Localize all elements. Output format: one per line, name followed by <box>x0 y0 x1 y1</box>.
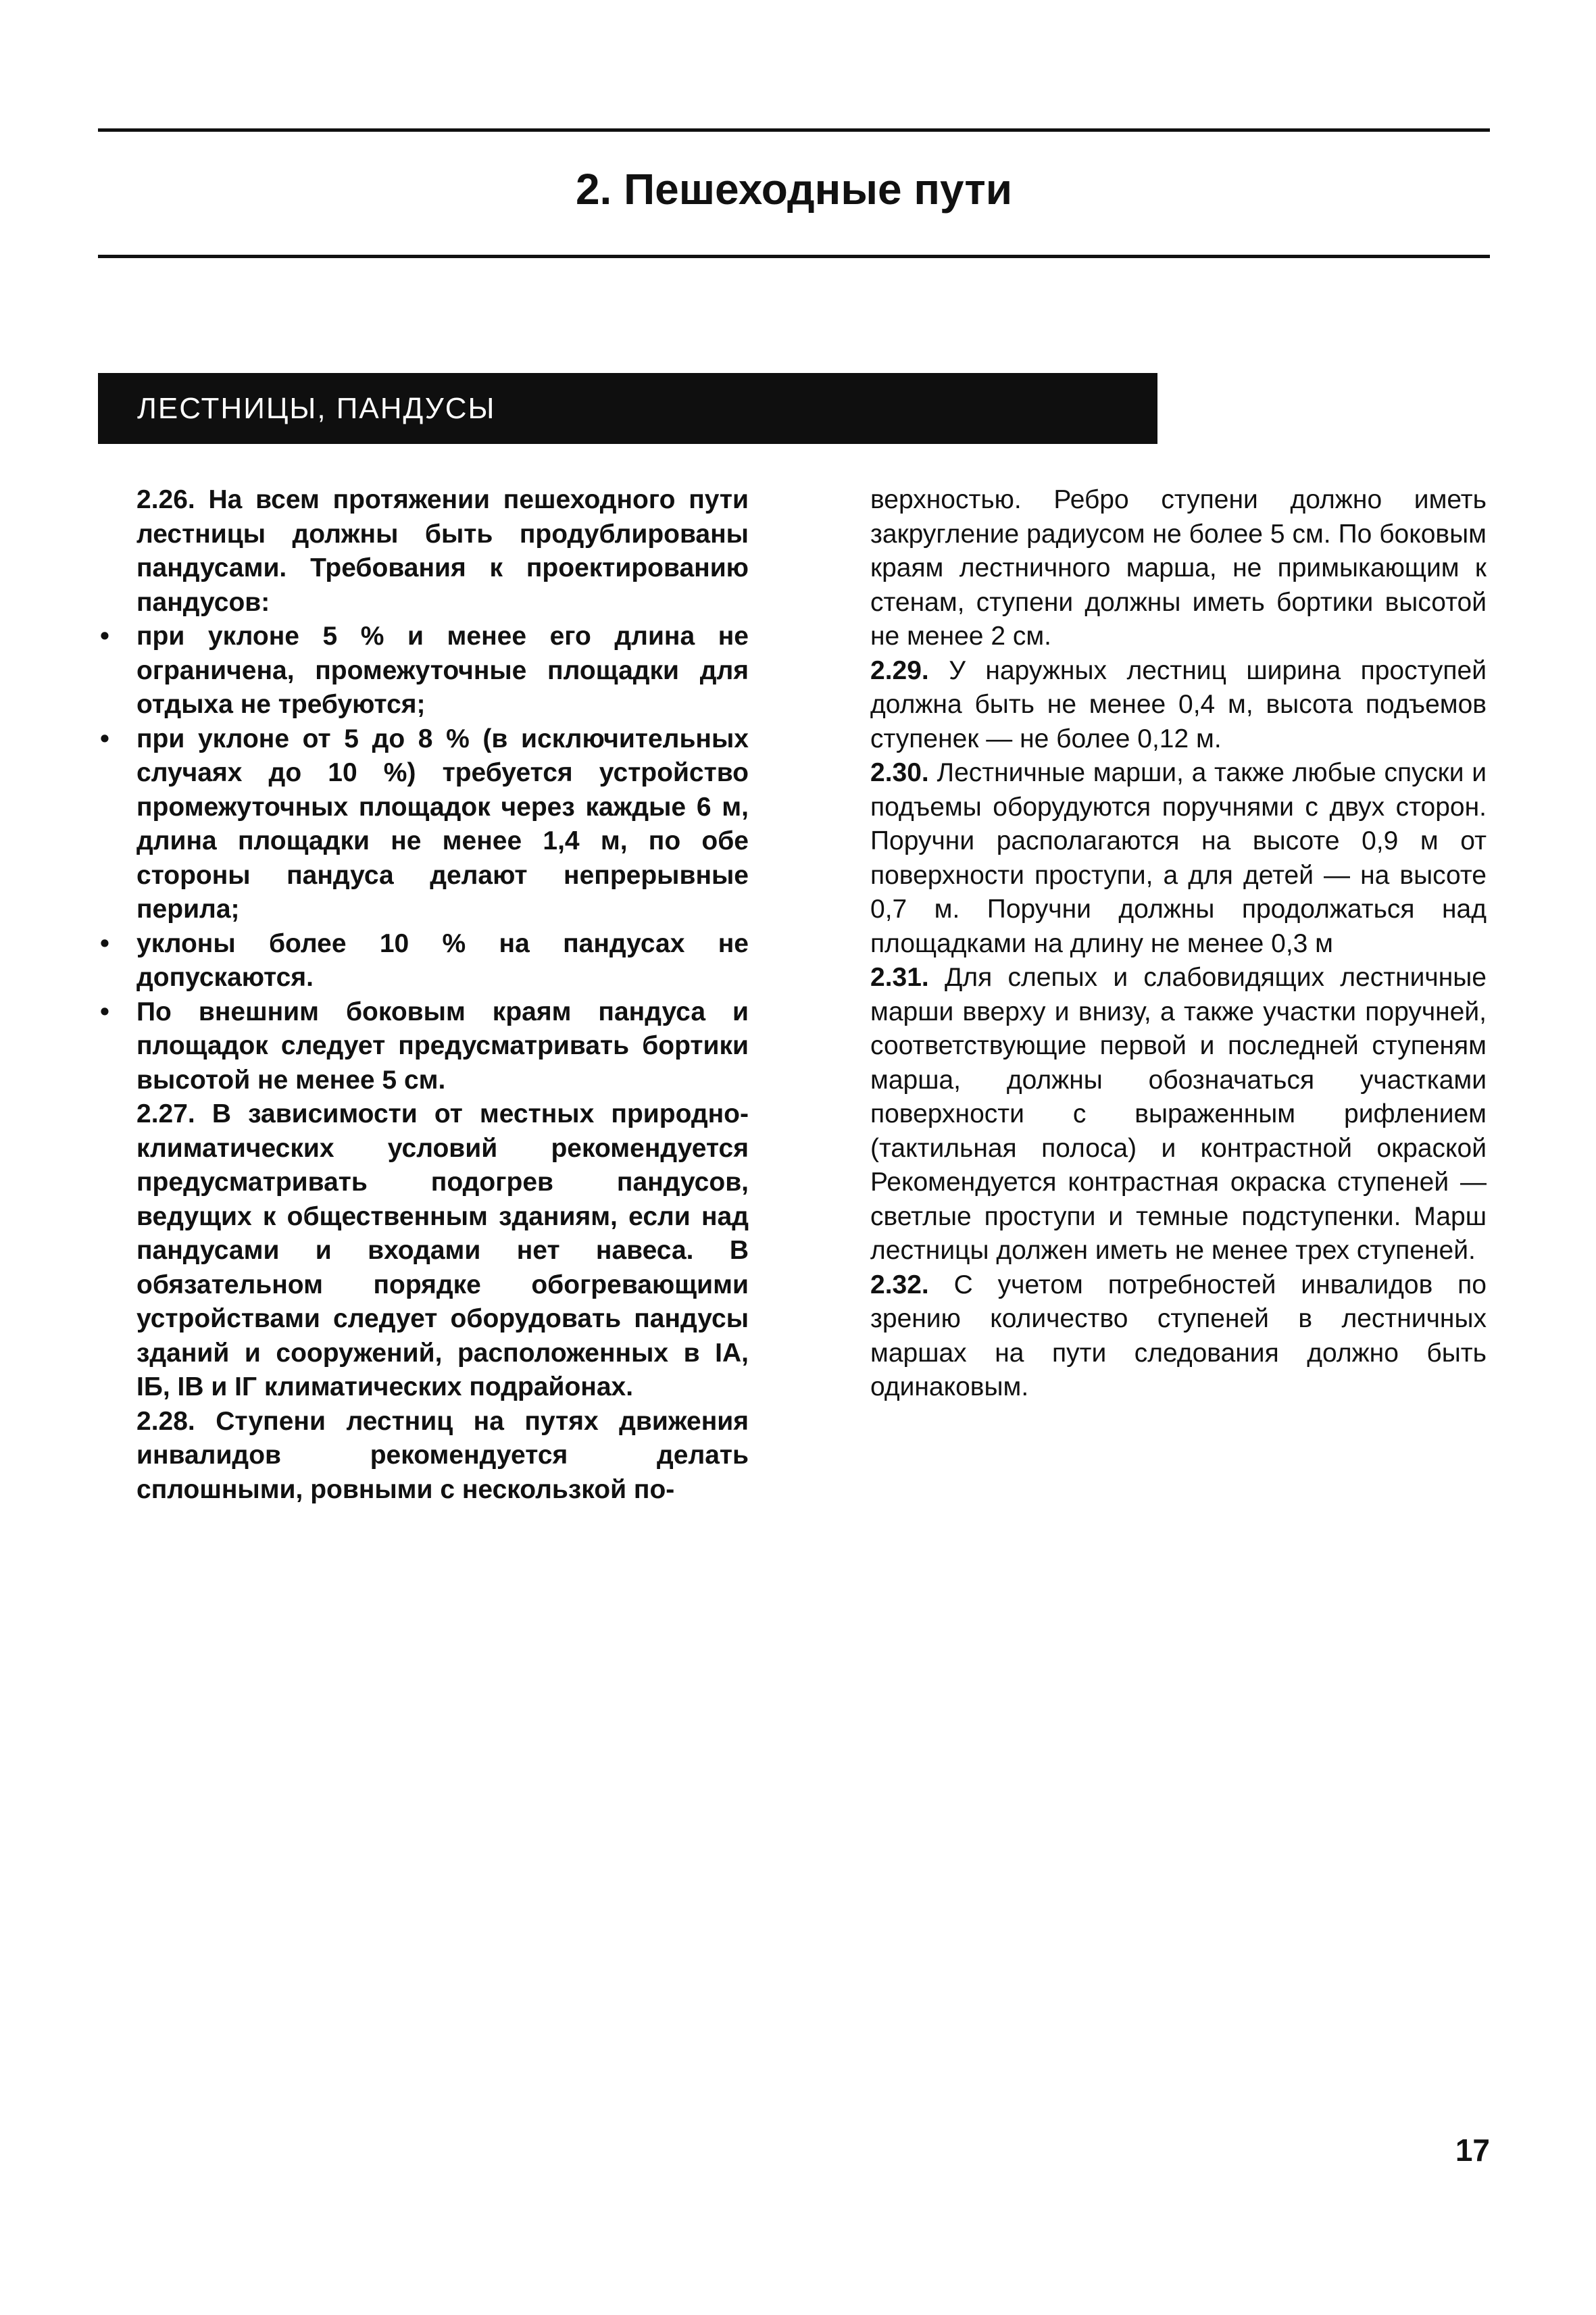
page-number: 17 <box>1455 2133 1490 2168</box>
paragraph-number: 2.26. <box>136 485 195 514</box>
list-item <box>100 995 749 1098</box>
paragraph-text: Лестничные марши, а также любые спуски и подъемы оборудуются поручнями с двух сторон. Поручни располагаются на высоте 0,9 м от поверхности проступи, а для детей — на высоте 0,7 м. Поручни должны продолжаться над площадками на длину не менее 0,3 м <box>870 758 1487 958</box>
paragraph-2-30 <box>870 756 1487 961</box>
paragraph-2-32 <box>870 1268 1487 1405</box>
ramp-requirements-list <box>100 620 749 1097</box>
list-item <box>100 722 749 927</box>
bullet-icon: • <box>100 724 109 753</box>
list-item <box>100 620 749 722</box>
list-item-text: По внешним боковым краям пандуса и площадок следует предусматривать бортики высотой не менее 5 см. <box>136 997 749 1095</box>
list-item <box>100 927 749 995</box>
section-title: ЛЕСТНИЦЫ, ПАНДУСЫ <box>137 392 496 425</box>
paragraph-text: С учетом потребностей инвалидов по зрению количество ступеней в лестничных маршах на пути следования должно быть одинаковым. <box>870 1270 1487 1401</box>
paragraph-number: 2.28. <box>136 1406 195 1436</box>
top-rule <box>98 128 1490 132</box>
paragraph-2-26 <box>136 483 749 620</box>
paragraph-2-28-continuation: верхностью. Ребро ступени должно иметь закругление радиусом не более 5 см. По боковым краям лестничного марша, не примыкающим к стенам, ступени должны иметь бортики высотой не менее 2 см. <box>870 485 1487 651</box>
paragraph-number: 2.31. <box>870 963 929 992</box>
bullet-icon: • <box>100 997 109 1026</box>
paragraph-text: Для слепых и слабовидящих лестничные марши вверху и внизу, а также участки поручней, соответствующие первой и последней ступеням марша, должны обозначаться участками поверхности с выраженным рифлением (тактильная полоса) и контрастной окраской Рекомендуется контрастная окраска ступеней — светлые проступи и темные подступенки. Марш лестницы должен иметь не менее трех ступеней. <box>870 963 1487 1265</box>
paragraph-number: 2.29. <box>870 655 929 685</box>
chapter-title: 2. Пешеходные пути <box>575 165 1013 214</box>
paragraph-2-31 <box>870 961 1487 1268</box>
section-banner <box>98 373 1157 444</box>
paragraph-2-28 <box>136 1405 749 1508</box>
left-column <box>100 483 749 1507</box>
list-item-text: при уклоне 5 % и менее его длина не ограничена, промежуточные площадки для отдыха не требуются; <box>136 622 749 719</box>
list-item-text: при уклоне от 5 до 8 % (в исключительных случаях до 10 %) требуется устройство промежуточных площадок через каждые 6 м, длина площадки не менее 1,4 м, по обе стороны пандуса делают непрерывные перила; <box>136 724 749 924</box>
list-item-text: уклоны более 10 % на пандусах не допускаются. <box>136 928 749 992</box>
paragraph-text: В зависимости от местных природно-климатических условий рекомендуется предусматривать подогрев пандусов, ведущих к общественным зданиям, если над пандусами и входами нет навеса. В обязательном порядке обогревающими устройствами следует оборудовать пандусы зданий и сооружений, расположенных в IA, IБ, IB и IГ климатических подрайонах. <box>136 1099 749 1401</box>
bullet-icon: • <box>100 928 109 958</box>
paragraph-2-29 <box>870 654 1487 757</box>
paragraph-text: На всем протяжении пешеходного пути лестницы должны быть продублированы пандусами. Требования к проектированию пандусов: <box>136 485 749 617</box>
paragraph-2-27 <box>136 1097 749 1405</box>
bottom-rule <box>98 255 1490 258</box>
paragraph-number: 2.30. <box>870 758 929 787</box>
paragraph-number: 2.32. <box>870 1270 929 1299</box>
paragraph-text: У наружных лестниц ширина проступей должна быть не менее 0,4 м, высота подъемов ступенек — не более 0,12 м. <box>870 655 1487 753</box>
paragraph-number: 2.27. <box>136 1099 195 1128</box>
paragraph-text: Ступени лестниц на путях движения инвалидов рекомендуется делать сплошными, ровными с нескользкой по- <box>136 1406 749 1504</box>
bullet-icon: • <box>100 622 109 651</box>
right-column <box>870 483 1487 1405</box>
